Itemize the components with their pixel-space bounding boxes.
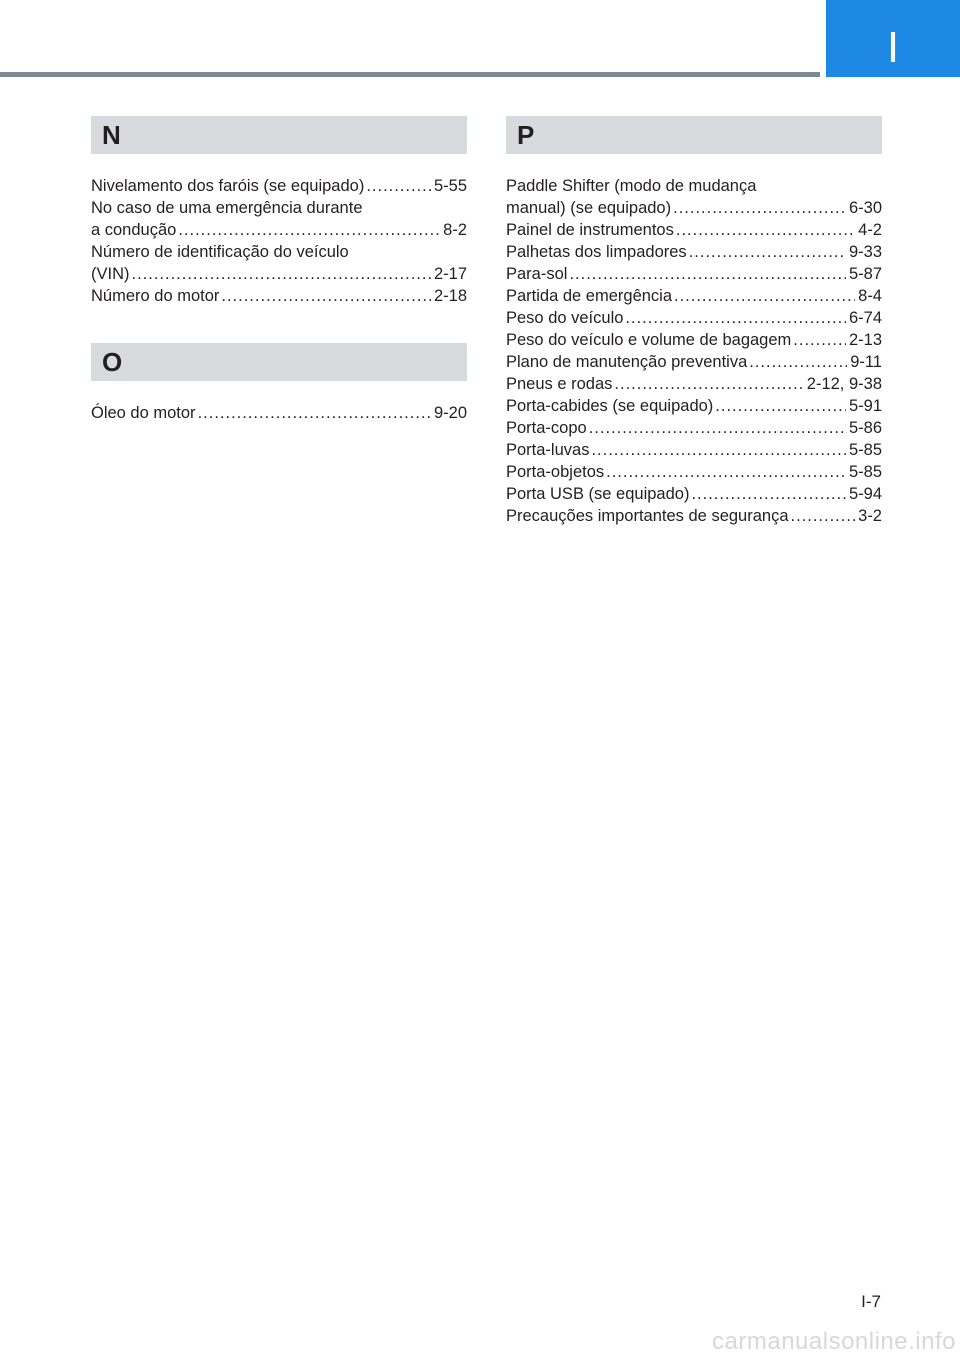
entry-text: Porta USB (se equipado): [506, 485, 690, 503]
entries-n: [91, 175, 467, 307]
index-entry: [91, 285, 467, 307]
entry-page-ref: 5-55: [433, 177, 467, 195]
watermark: carmanualsonline.info: [712, 1328, 956, 1355]
entry-text: Número de identificação do veículo: [91, 243, 349, 261]
index-entry: [506, 395, 882, 417]
entry-text: Porta-luvas: [506, 441, 590, 459]
entry-text: Paddle Shifter (modo de mudança: [506, 177, 757, 195]
dot-leader: [614, 373, 803, 395]
entries-o: [91, 402, 467, 424]
index-entry: [506, 351, 882, 373]
entry-page-ref: 9-11: [850, 353, 882, 371]
dot-leader: [132, 263, 431, 285]
entry-text: Porta-cabides (se equipado): [506, 397, 714, 415]
entry-page-ref: 5-86: [848, 419, 882, 437]
entry-page-ref: 6-74: [848, 309, 882, 327]
index-entry: [91, 197, 467, 241]
page-number: I-7: [861, 1292, 881, 1311]
index-entry: [506, 175, 882, 219]
dot-leader: [691, 483, 846, 505]
entry-text: Número do motor: [91, 287, 220, 305]
entry-text: a condução: [91, 221, 177, 239]
letter-header-o: O: [91, 343, 467, 381]
entry-page-ref: 5-85: [848, 441, 882, 459]
entry-text: Porta-copo: [506, 419, 587, 437]
entry-text: Painel de instrumentos: [506, 221, 674, 239]
dot-leader: [366, 175, 431, 197]
dot-leader: [749, 351, 847, 373]
entry-text: Óleo do motor: [91, 404, 196, 422]
index-entry: [506, 461, 882, 483]
dot-leader: [591, 439, 846, 461]
entry-page-ref: 2-17: [433, 265, 467, 283]
index-entry: [506, 373, 882, 395]
entry-page-ref: 5-94: [848, 485, 882, 503]
index-entry: [506, 307, 882, 329]
entry-text: Peso do veículo e volume de bagagem: [506, 331, 792, 349]
index-entry: [506, 417, 882, 439]
dot-leader: [715, 395, 846, 417]
entry-page-ref: 5-87: [848, 265, 882, 283]
index-entry: [506, 285, 882, 307]
dot-leader: [674, 285, 855, 307]
dot-leader: [791, 505, 856, 527]
entry-text: Nivelamento dos faróis (se equipado): [91, 177, 365, 195]
dot-leader: [178, 219, 440, 241]
index-column-right: [506, 116, 882, 527]
letter-header-p: P: [506, 116, 882, 154]
section-tab: I: [826, 0, 960, 77]
entry-page-ref: 9-33: [848, 243, 882, 261]
entry-page-ref: 6-30: [848, 199, 882, 217]
entry-page-ref: 8-4: [858, 287, 882, 305]
dot-leader: [221, 285, 431, 307]
entry-page-ref: 2-13: [848, 331, 882, 349]
entries-p: [506, 175, 882, 527]
index-column-left: [91, 116, 467, 424]
index-entry: [506, 263, 882, 285]
entry-page-ref: 9-20: [433, 404, 467, 422]
entry-page-ref: 5-85: [848, 463, 882, 481]
dot-leader: [589, 417, 846, 439]
entry-text: Partida de emergência: [506, 287, 673, 305]
entry-text: manual) (se equipado): [506, 199, 672, 217]
entry-text: Palhetas dos limpadores: [506, 243, 687, 261]
index-entry: [91, 402, 467, 424]
index-entry: [91, 175, 467, 197]
dot-leader: [689, 241, 846, 263]
index-entry: [506, 241, 882, 263]
dot-leader: [625, 307, 846, 329]
dot-leader: [198, 402, 431, 424]
index-entry: [506, 219, 882, 241]
entry-text: (VIN): [91, 265, 130, 283]
entry-text: Pneus e rodas: [506, 375, 613, 393]
entry-text: Peso do veículo: [506, 309, 624, 327]
entry-page-ref: 3-2: [858, 507, 882, 525]
entry-text: Precauções importantes de segurança: [506, 507, 789, 525]
entry-page-ref: 5-91: [848, 397, 882, 415]
entry-text: Plano de manutenção preventiva: [506, 353, 748, 371]
entry-page-ref: 2-18: [433, 287, 467, 305]
entry-text: Porta-objetos: [506, 463, 605, 481]
dot-leader: [793, 329, 846, 351]
dot-leader: [676, 219, 855, 241]
entry-page-ref: 2-12, 9-38: [806, 375, 882, 393]
index-entry: [506, 439, 882, 461]
entry-text: Para-sol: [506, 265, 568, 283]
index-entry: [91, 241, 467, 285]
entry-text: No caso de uma emergência durante: [91, 199, 363, 217]
index-entry: [506, 483, 882, 505]
dot-leader: [673, 197, 846, 219]
entry-page-ref: 4-2: [858, 221, 882, 239]
header-rule: [0, 72, 820, 77]
index-entry: [506, 505, 882, 527]
dot-leader: [606, 461, 846, 483]
entry-page-ref: 8-2: [443, 221, 467, 239]
dot-leader: [569, 263, 846, 285]
index-entry: [506, 329, 882, 351]
letter-header-n: N: [91, 116, 467, 154]
